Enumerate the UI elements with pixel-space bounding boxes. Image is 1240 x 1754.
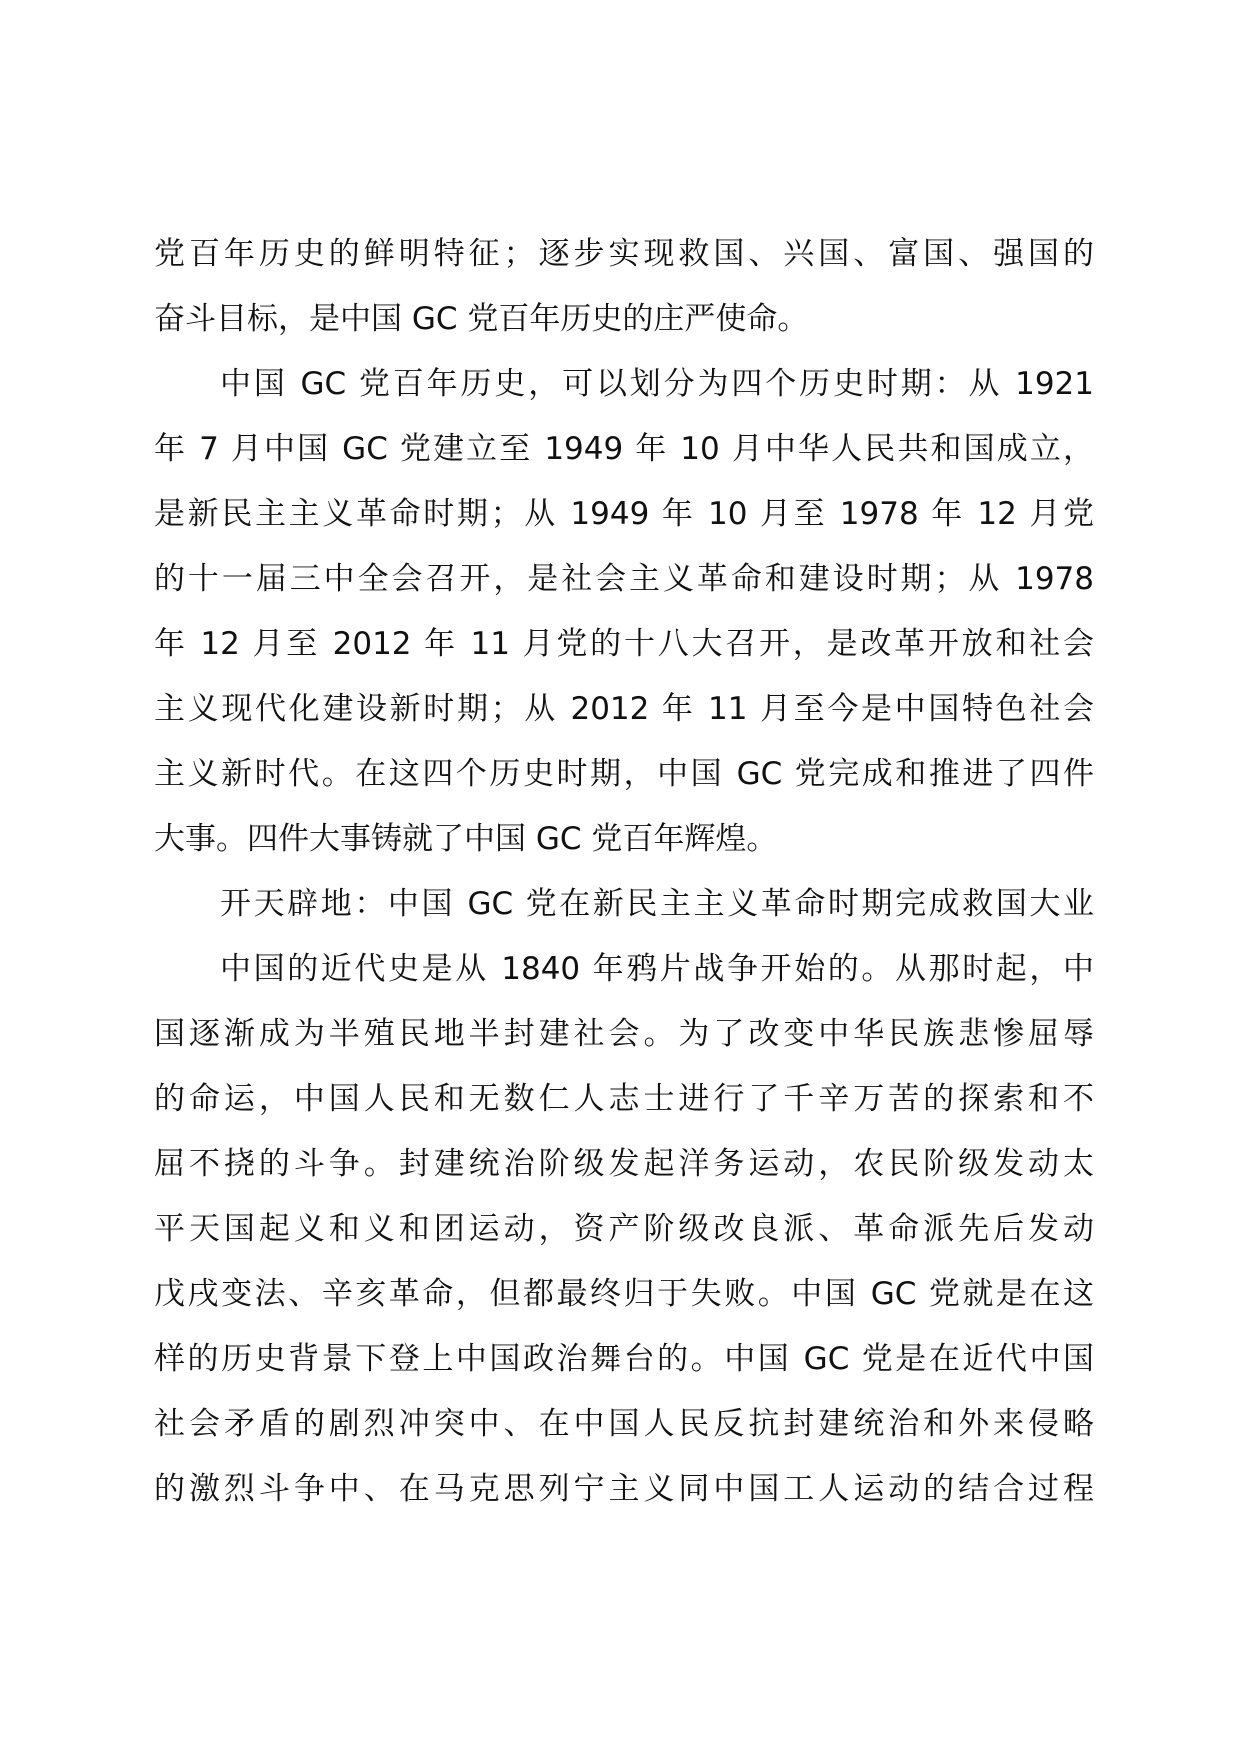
text-line: 社会矛盾的剧烈冲突中、在中国人民反抗封建统治和外来侵略 bbox=[154, 1406, 1094, 1442]
body-text bbox=[154, 222, 1094, 1522]
text-line: 的激烈斗争中、在马克思列宁主义同中国工人运动的结合过程 bbox=[154, 1471, 1094, 1507]
text-line: 的命运，中国人民和无数仁人志士进行了千辛万苦的探索和不 bbox=[154, 1081, 1094, 1117]
text-line: 国逐渐成为半殖民地半封建社会。为了改变中华民族悲惨屈辱 bbox=[154, 1016, 1094, 1052]
section-heading: 开天辟地：中国 GC 党在新民主主义革命时期完成救国大业 bbox=[220, 886, 1094, 922]
text-line: 奋斗目标，是中国 GC 党百年历史的庄严使命。 bbox=[154, 301, 809, 337]
text-line: 戊戌变法、辛亥革命，但都最终归于失败。中国 GC 党就是在这 bbox=[154, 1276, 1094, 1312]
text-line: 党百年历史的鲜明特征；逐步实现救国、兴国、富国、强国的 bbox=[154, 236, 1094, 272]
text-line: 主义现代化建设新时期；从 2012 年 11 月至今是中国特色社会 bbox=[154, 691, 1094, 727]
text-line: 年 12 月至 2012 年 11 月党的十八大召开，是改革开放和社会 bbox=[154, 626, 1094, 662]
text-line: 屈不挠的斗争。封建统治阶级发起洋务运动，农民阶级发动太 bbox=[154, 1146, 1094, 1182]
text-line: 大事。四件大事铸就了中国 GC 党百年辉煌。 bbox=[154, 821, 778, 857]
paragraph-first-line: 中国 GC 党百年历史，可以划分为四个历史时期：从 1921 bbox=[220, 366, 1094, 402]
text-line: 的十一届三中全会召开，是社会主义革命和建设时期；从 1978 bbox=[154, 561, 1094, 597]
text-line: 主义新时代。在这四个历史时期，中国 GC 党完成和推进了四件 bbox=[154, 756, 1094, 792]
text-line: 年 7 月中国 GC 党建立至 1949 年 10 月中华人民共和国成立， bbox=[154, 431, 1094, 467]
text-line: 平天国起义和义和团运动，资产阶级改良派、革命派先后发动 bbox=[154, 1211, 1094, 1247]
text-line: 样的历史背景下登上中国政治舞台的。中国 GC 党是在近代中国 bbox=[154, 1341, 1094, 1377]
text-line: 是新民主主义革命时期；从 1949 年 10 月至 1978 年 12 月党 bbox=[154, 496, 1094, 532]
paragraph-first-line: 中国的近代史是从 1840 年鸦片战争开始的。从那时起，中 bbox=[220, 951, 1094, 987]
